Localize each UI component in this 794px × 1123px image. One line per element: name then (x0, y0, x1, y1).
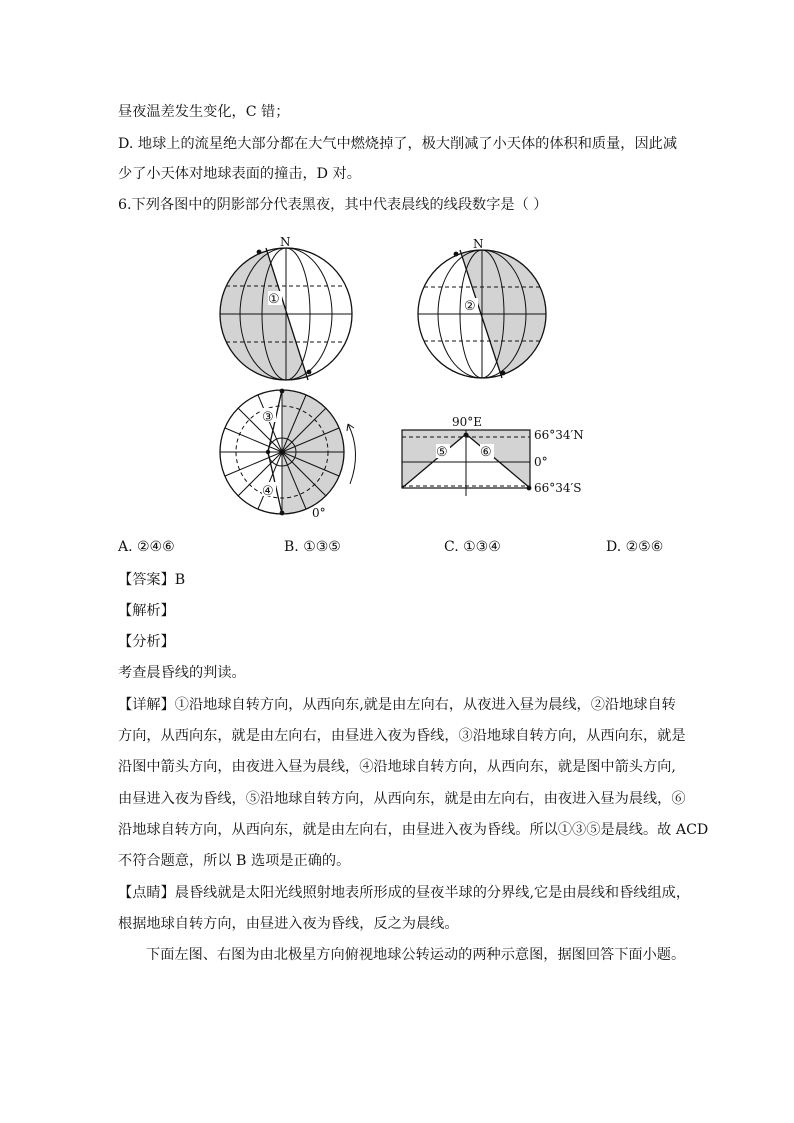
text-line: 【详解】①沿地球自转方向，从西向东,就是由左向右，从夜进入昼为晨线，②沿地球自转 (118, 697, 676, 713)
analysis-sub-label: 【分析】 (118, 634, 175, 650)
next-question-intro: 下面左图、右图为由北极星方向俯视地球公转运动的两种示意图，据图回答下面小题。 (146, 947, 686, 963)
marker-1: ① (268, 292, 280, 307)
longitude-90e-label: 90°E (452, 415, 483, 429)
text-line: D. 地球上的流星绝大部分都在大气中燃烧掉了，极大削减了小天体的体积和质量，因此减 (118, 136, 678, 152)
marker-3: ③ (262, 410, 274, 425)
marker-4: ④ (262, 484, 274, 499)
option-d[interactable]: D. ②⑤⑥ (606, 539, 664, 555)
latitude-66s-label: 66°34′S (534, 481, 582, 495)
text-line: 沿图中箭头方向，由夜进入昼为晨线，④沿地球自转方向，从西向东，就是图中箭头方向, (118, 759, 676, 775)
polar-figure (216, 386, 368, 526)
globe-figure-2 (412, 236, 560, 384)
text-line: 沿地球自转方向，从西向东，就是由左向右，由昼进入夜为昏线。所以①③⑤是晨线。故 ACD (118, 822, 709, 838)
marker-6: ⑥ (480, 445, 492, 460)
text-line: 昼夜温差发生变化，C 错； (118, 104, 290, 120)
option-c[interactable]: C. ①③④ (444, 539, 501, 555)
answer-label: 【答案】B (118, 572, 186, 588)
zero-longitude-label: 0° (312, 506, 326, 520)
analysis-label: 【解析】 (118, 603, 175, 619)
option-a[interactable]: A. ②④⑥ (118, 539, 175, 555)
marker-2: ② (464, 299, 476, 314)
question-6-stem: 6.下列各图中的阴影部分代表黑夜，其中代表晨线的线段数字是（ ） (118, 197, 548, 213)
text-line: 少了小天体对地球表面的撞击，D 对。 (118, 166, 361, 182)
latitude-66n-label: 66°34′N (534, 428, 584, 442)
text-line: 根据地球自转方向，由昼进入夜为昏线，反之为晨线。 (118, 916, 459, 932)
globe-figure-1 (212, 234, 362, 384)
text-line: 考查晨昏线的判读。 (118, 665, 246, 681)
text-line: 由昼进入夜为昏线，⑤沿地球自转方向，从西向东，就是由左向右，由夜进入昼为晨线，⑥ (118, 791, 686, 807)
north-label: N (280, 235, 291, 249)
text-line: 不符合题意，所以 B 选项是正确的。 (118, 853, 351, 869)
text-line: 方向，从西向东，就是由左向右，由昼进入夜为昏线，③沿地球自转方向，从西向东，就是 (118, 728, 686, 744)
rectangular-map-figure (398, 410, 618, 502)
equator-label: 0° (534, 455, 548, 469)
text-line: 【点睛】晨昏线就是太阳光线照射地表所形成的昼夜半球的分界线,它是由晨线和昏线组成， (118, 885, 691, 901)
option-b[interactable]: B. ①③⑤ (284, 539, 341, 555)
north-label: N (473, 237, 484, 251)
marker-5: ⑤ (436, 445, 448, 460)
